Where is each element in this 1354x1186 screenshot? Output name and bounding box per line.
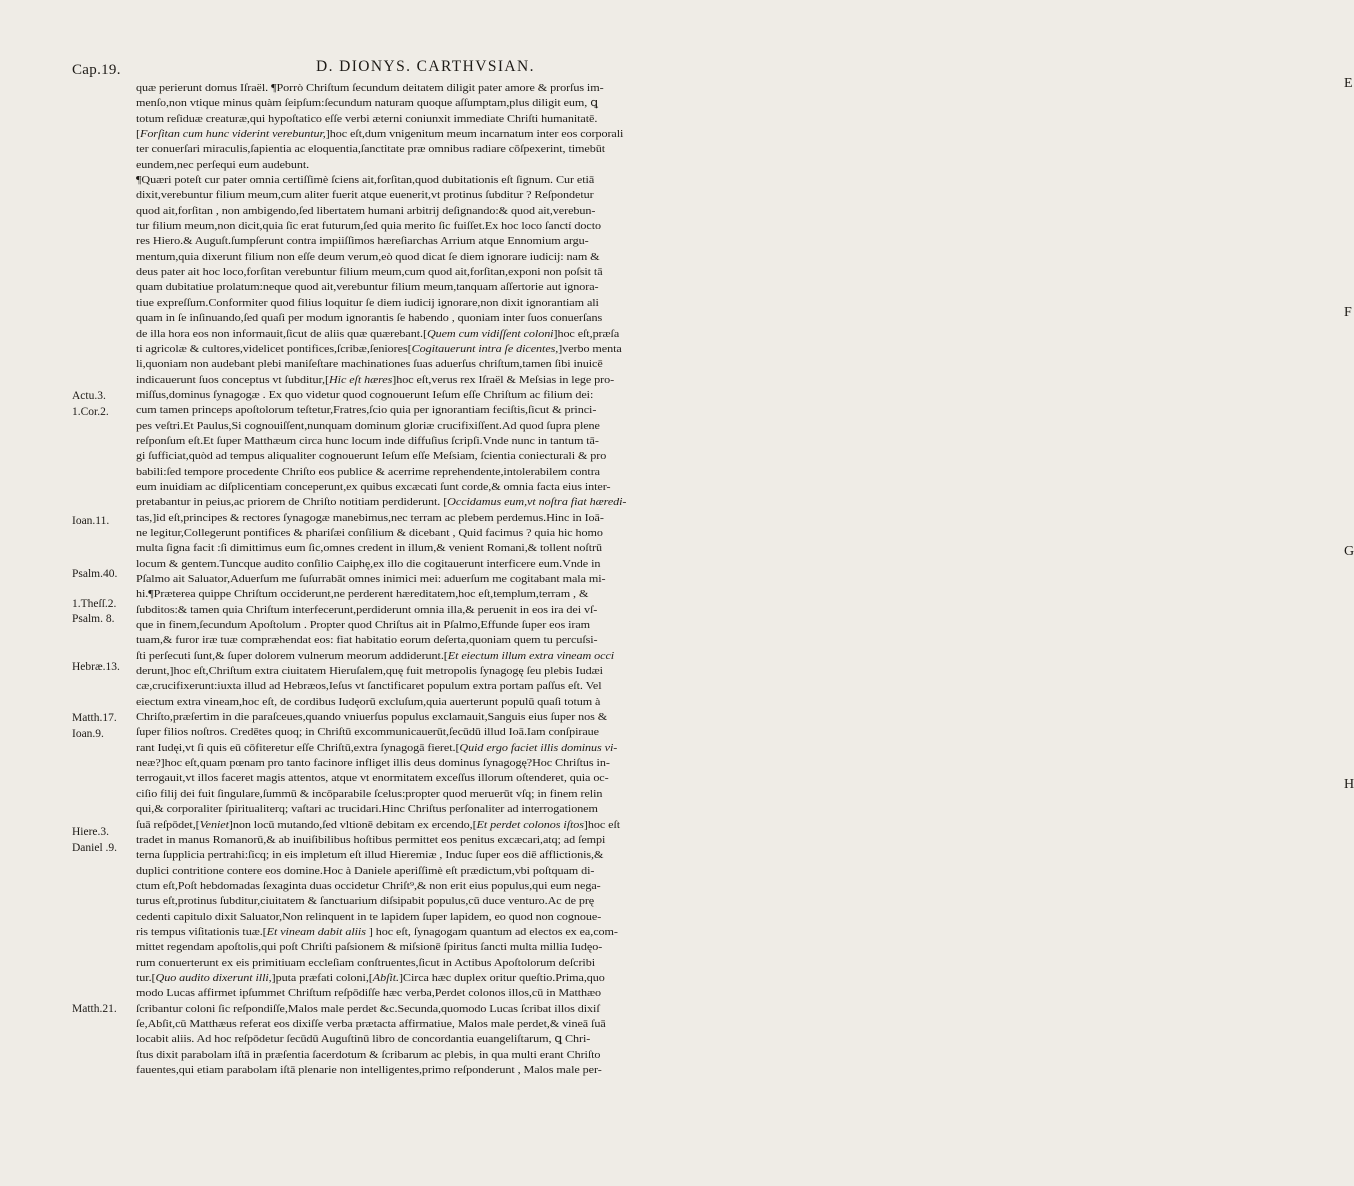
- text-line: ter conuerſari miraculis,ſapientia ac eloquentia,ſanctitate præ omnibus radiare cōſpexerint, timebūt: [136, 143, 606, 156]
- text-line: quæ perierunt domus Iſraël. ¶Porrò Chriſtum ſecundum deitatem diligit pater amore & prorſus im-: [136, 82, 604, 94]
- running-title: D. DIONYS. CARTHVSIAN.: [316, 58, 535, 75]
- text-line: dixit,verebuntur filium meum,cum aliter fuerit atque euenerit,vt protinus ſubditur ? Reſpondetur: [136, 189, 594, 202]
- text-line: miſſus,dominus ſynagogæ . Ex quo videtur quod cognouerunt Ieſum eſſe Chriſtum ac filium dei:: [136, 388, 594, 401]
- margin-ref: Ioan.9.: [72, 728, 104, 740]
- text-line: reſponſum eſt.Et ſuper Matthæum circa hunc locum inde diffuſius ſcripſi.Vnde nunc in tantum tā-: [136, 434, 599, 447]
- text-line: ſtus dixit parabolam iſtā in præſentia ſacerdotum & ſcribarum ac plebis, in qua multi erant Chriſto: [136, 1048, 601, 1061]
- text-line: li,quoniam non audebant plebi maniſeſtare machinationes ſuas aduerſus chriſtum,tamen ſibi inuicē: [136, 358, 603, 371]
- text-line: ti agricolæ & cultores,videlicet pontifices,ſcribæ,ſeniores[Cogitauerunt intra ſe dicentes,]verbo menta: [136, 342, 622, 355]
- section-letter: G: [1344, 544, 1354, 559]
- text-line: ciſio filij dei fuit ſingulare,ſummū & incōparabile ſcelus:propter quod meruerūt vſq; in finem relin: [136, 787, 603, 800]
- text-line: Chriſto,præſertim in die paraſceues,quando vniuerſus populus exclamauit,Sanguis eius ſuper nos &: [136, 711, 608, 724]
- text-line: ne legitur,Collegerunt pontifices & phariſæi conſilium & dicebant , Quid facimus ? quia hic homo: [136, 526, 603, 539]
- margin-ref: 1.Cor.2.: [72, 406, 109, 418]
- text-line: terrogauit,vt illos faceret magis attentos, atque vt enormitatem exceſſus illorum oſtenderet, quia oc-: [136, 772, 609, 785]
- text-line: tur.[Quo audito dixerunt illi,]puta præfati coloni,[Abſit.]Circa hæc duplex oritur queſtio.Prima,quo: [136, 971, 605, 984]
- text-line: deus pater ait hoc loco,forſitan verebuntur filium meum,cum quod ait,forſitan,exponi non poſsit tā: [136, 266, 603, 279]
- text-line: locabit aliis. Ad hoc reſpōdetur ſecūdū Auguſtinū libro de concordantia euangeliſtarum, ꝗ Chri-: [136, 1033, 591, 1046]
- text-line: tuam,& furor iræ tuæ compræhendat eos: fiat habitatio eorum deſerta,quoniam quem tu percuſsi-: [136, 634, 598, 647]
- text-line: tur filium meum,non dicit,quia ſic erat futurum,ſed quia merito ſic fuiſſet.Ex hoc loco ſanctí docto: [136, 220, 602, 233]
- text-line: indicauerunt ſuos conceptus vt ſubditur,[Hic eſt hæres]hoc eſt,verus rex Iſraël & Meſsias in lege pro-: [136, 373, 615, 386]
- text-line: ¶Quæri poteſt cur pater omnia certiſſimè ſciens ait,forſitan,quod dubitationis eſt ſignum. Cur etiā: [136, 174, 595, 187]
- margin-ref: Daniel .9.: [72, 842, 118, 854]
- text-line: modo Lucas affirmet ipſummet Chriſtum reſpōdiſſe hæc verba,Perdet colonos illos,cū in Matthæo: [136, 987, 602, 1000]
- text-line: derunt,]hoc eſt,Chriſtum extra ciuitatem Hieruſalem,quę fuit metropolis ſynagogę ſeu plebis Iudæi: [136, 665, 603, 678]
- text-line: gi ſufficiat,quòd ad tempus aliqualiter cognouerunt Ieſum eſſe Meſsiam, ſcientia coniecturali & pro: [136, 450, 607, 463]
- text-line: fauentes,qui etiam parabolam iſtā plenarie non intelligentes,primo reſponderunt , Malos male per-: [136, 1064, 602, 1076]
- text-line: quam in ſe inſinuando,ſed quaſi per modum ignorantis ſe habendo , quoniam inter ſuos conuerſans: [136, 312, 603, 325]
- body-text: [136, 81, 671, 1078]
- text-line: tradet in manus Romanorū,& ab inuiſibilibus hoſtibus permittet eos penitus excæcari,atq; ad ſempi: [136, 833, 606, 846]
- text-line: tas,]id eſt,principes & rectores ſynagogæ manebimus,nec terram ac plebem perdemus.Hinc in Ioā-: [136, 511, 604, 524]
- text-line: ſuper filios noſtros. Credētes quoq; in Chriſtū excommunicauerūt,ſecūdū illud Ioā.Iam conſpiraue: [136, 726, 599, 739]
- margin-ref: Psalm. 8.: [72, 613, 115, 625]
- text-line: de illa hora eos non informauit,ſicut de aliis quæ quærebant.[Quem cum vidiſſent coloni]hoc eſt,præſa: [136, 327, 620, 340]
- section-letter: H: [1344, 777, 1354, 792]
- text-line: duplici contritione contere eos domine.Hoc à Daniele aperiſſimè eſt prædictum,vbi poſtquam di-: [136, 864, 595, 877]
- text-line: cum tamen princeps apoſtolorum teſtetur,Fratres,ſcio quia per ignorantiam feciſtis,ſicut & princi-: [136, 404, 597, 417]
- section-letter: F: [1344, 305, 1352, 320]
- section-letter: E: [1344, 76, 1353, 91]
- text-line: eundem,nec perſequi eum audebunt.: [136, 158, 310, 171]
- text-line: multa ſigna facit :ſi dimittimus eum ſic,omnes credent in illum,& venient Romani,& tollent noſtrū: [136, 542, 602, 555]
- text-line: cæ,crucifixerunt:iuxta illud ad Hebræos,Ieſus vt ſanctificaret populum extra portam paſſus eſt. Vel: [136, 680, 602, 693]
- text-line: ſcribantur coloni ſic reſpondiſſe,Malos male perdet &c.Secunda,quomodo Lucas ſcribat illos dixiſ: [136, 1002, 600, 1015]
- text-line: hi.¶Præterea quippe Chriſtum occiderunt,ne perderent hæreditatem,hoc eſt,templum,terram , &: [136, 588, 589, 601]
- text-line: rant Iudęi,vt ſi quis eū cōfiteretur eſſe Chriſtū,extra ſynagogā fieret.[Quid ergo faciet illis dominus vi-: [136, 741, 618, 754]
- text-line: pes veſtri.Et Paulus,Si cognouiſſent,nunquam dominum gloriæ crucifixiſſent.Ad quod ſupra plene: [136, 419, 600, 432]
- margin-ref: 1.Theſſ.2.: [72, 598, 117, 610]
- text-line: eiectum extra vineam,hoc eſt, de cordibus Iudęorū excluſum,quia auerterunt populū quaſi totum à: [136, 695, 601, 708]
- text-line: terna ſupplicia pertrahi:ſicq; in eis impletum eſt illud Hieremiæ , Induc ſuper eos diē afflictionis,&: [136, 849, 604, 862]
- text-line: ſe,Abſit,cū Matthæus referat eos dixiſſe verba prætacta affirmatiue, Malos male perdet,& vineā ſuā: [136, 1017, 606, 1030]
- text-line: ctum eſt,Poſt hebdomadas ſexaginta duas occidetur Chriſt⁹,& non erit eius populus,qui eum nega-: [136, 879, 601, 892]
- text-line: Pſalmo ait Saluator,Aduerſum me ſuſurrabāt omnes inimici mei: aduerſum me cogitabant mala mi-: [136, 573, 606, 585]
- text-line: mittet regendam apoſtolis,qui poſt Chriſti paſsionem & miſsionē ſpiritus ſancti multa millia Iudęo-: [136, 941, 603, 954]
- text-line: cedenti capitulo dixit Saluator,Non relinquent in te lapidem ſuper lapidem, eo quod non cognoue-: [136, 910, 602, 923]
- margin-ref: Hiere.3.: [72, 826, 110, 838]
- text-line: ris tempus viſitationis tuæ.[Et vineam dabit aliis ] hoc eſt, ſynagogam quantum ad electos ex ea,com-: [136, 925, 618, 938]
- margin-ref: Matth.17.: [72, 712, 117, 724]
- text-line: tiue expreſſum.Conformiter quod filius loquitur ſe diem iudicij ignorare,non dixit ignorantiam ali: [136, 296, 599, 309]
- chapter-label: Cap.19.: [72, 62, 121, 78]
- margin-ref: Actu.3.: [72, 390, 106, 402]
- text-line: locum & gentem.Tuncque audito conſilio Caiphę,ex illo die cogitauerunt interficere eum.Vnde in: [136, 557, 601, 570]
- text-line: ſuā reſpōdet,[Veniet]non locū mutando,ſed vltionē debitam ex ercendo,[Et perdet colonos iſtos]hoc eſt: [136, 818, 621, 831]
- text-line: ſubditos:& tamen quia Chriſtum interfecerunt,perdiderunt omnia illa,& peruenit in eos ira dei vſ-: [136, 603, 598, 616]
- text-line: neæ?]hoc eſt,quam pœnam pro tanto facinore infliget illis deus dominus ſynagogę?Hoc Chriſtus in-: [136, 757, 610, 770]
- text-line: eum inuidiam ac diſplicentiam conceperunt,ex quibus excæcati ſunt corde,& omnia facta eius inter-: [136, 480, 611, 493]
- right-margin-letters: [672, 0, 1354, 1186]
- text-line: rum conuerterunt ex eis primitiuam eccleſiam conſtruentes,ſicut in Actibus Apoſtolorum deſcribi: [136, 956, 596, 969]
- text-line: pretabantur in peius,ac priorem de Chriſto notitiam perdiderunt. [Occidamus eum,vt noſtra fiat hæredi-: [136, 496, 627, 509]
- text-line: qui,& corporaliter ſpiritualiterq; vaſtari ac trucidari.Hinc Chriſtus perſonaliter ad interrogationem: [136, 803, 598, 816]
- text-line: mentum,quia dixerunt filium non eſſe deum verum,eò quod dicat ſe diem ignorare iudicij: nam &: [136, 250, 600, 263]
- margin-ref: Matth.21.: [72, 1003, 117, 1015]
- margin-ref: Hebræ.13.: [72, 661, 120, 673]
- text-line: totum reſiduæ creaturæ,qui hypoſtatico eſſe verbi æterni coniunxit immediate Chriſti humanitatē.: [136, 112, 598, 125]
- text-line: res Hiero.& Auguſt.ſumpſerunt contra impiiſſimos hæreſiarchas Arrium atque Ennomium argu-: [136, 235, 589, 248]
- text-line: babili:ſed tempore procedente Chriſto eos publice & acerrime reprehendente,intolerabilem contra: [136, 465, 600, 478]
- text-line: ſti perſecuti ſunt,& ſuper dolorem vulnerum meorum addiderunt.[Et eiectum illum extra vineam occi: [136, 649, 615, 662]
- text-line: quam dubitatiue prolatum:neque quod ait,verebuntur filium meum,tanquam aſſertorie aut ignora-: [136, 281, 599, 294]
- left-margin-notes: [0, 0, 130, 1186]
- text-line: turus eſt,protinus ſubditur,ciuitatem & ſanctuarium diſsipabit populus,cū duce venturo.Ac de prę: [136, 895, 595, 908]
- text-line: menſo,non vtique minus quàm ſeipſum:ſecundum naturam quoque aſſumptam,plus diligit eum, ꝗ: [136, 97, 598, 110]
- text-line: [Forſitan cum hunc viderint verebuntur,]hoc eſt,dum vnigenitum meum incarnatum inter eos corporali: [136, 128, 624, 141]
- margin-ref: Psalm.40.: [72, 568, 118, 580]
- text-line: quod ait,forſitan , non ambigendo,ſed libertatem humani arbitrij deſignando:& quod ait,verebun-: [136, 204, 596, 217]
- text-line: que in finem,ſecundum Apoſtolum . Propter quod Chriſtus ait in Pſalmo,Effunde ſuper eos iram: [136, 619, 591, 632]
- margin-ref: Ioan.11.: [72, 515, 110, 527]
